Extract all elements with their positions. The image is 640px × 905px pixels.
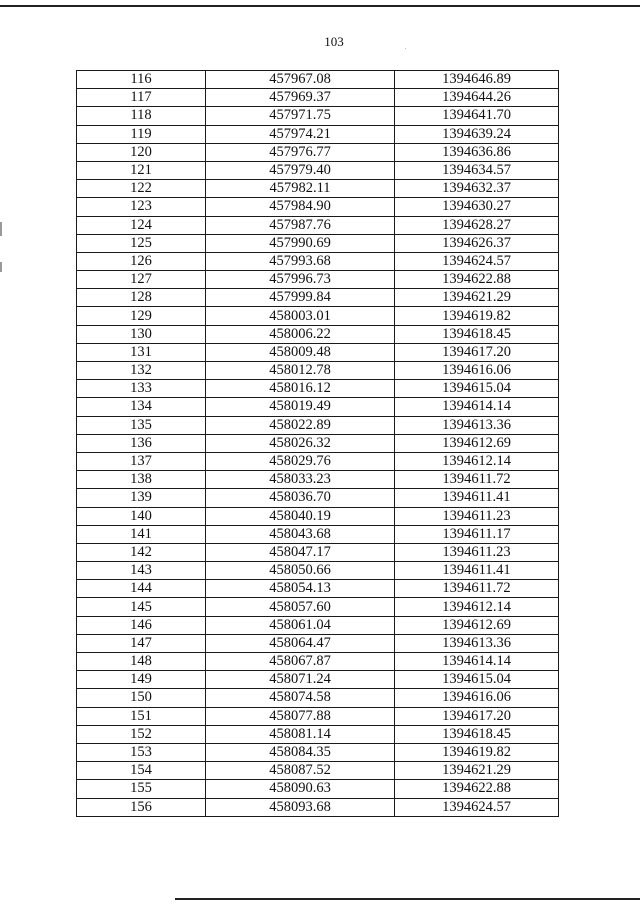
y-coordinate-cell: 1394614.14	[395, 653, 559, 671]
x-coordinate-cell: 458054.13	[206, 580, 395, 598]
point-number-cell: 127	[77, 271, 206, 289]
point-number-cell: 150	[77, 689, 206, 707]
table-row	[77, 325, 559, 343]
x-coordinate-cell: 458043.68	[206, 525, 395, 543]
x-coordinate-cell: 457974.21	[206, 125, 395, 143]
point-number-cell: 148	[77, 653, 206, 671]
point-number-cell: 136	[77, 434, 206, 452]
table-row	[77, 525, 559, 543]
point-number-cell: 118	[77, 107, 206, 125]
y-coordinate-cell: 1394611.72	[395, 580, 559, 598]
top-scan-border	[0, 5, 640, 7]
point-number-cell: 126	[77, 252, 206, 270]
x-coordinate-cell: 457971.75	[206, 107, 395, 125]
point-number-cell: 141	[77, 525, 206, 543]
x-coordinate-cell: 458026.32	[206, 434, 395, 452]
x-coordinate-cell: 458047.17	[206, 543, 395, 561]
y-coordinate-cell: 1394628.27	[395, 216, 559, 234]
y-coordinate-cell: 1394615.04	[395, 671, 559, 689]
point-number-cell: 142	[77, 543, 206, 561]
table-row	[77, 161, 559, 179]
y-coordinate-cell: 1394619.82	[395, 307, 559, 325]
point-number-cell: 121	[77, 161, 206, 179]
y-coordinate-cell: 1394617.20	[395, 343, 559, 361]
table-row	[77, 507, 559, 525]
page-number: 103	[324, 34, 344, 49]
x-coordinate-cell: 457967.08	[206, 71, 395, 89]
y-coordinate-cell: 1394612.69	[395, 434, 559, 452]
point-number-cell: 151	[77, 707, 206, 725]
point-number-cell: 154	[77, 762, 206, 780]
coordinates-table	[76, 70, 559, 817]
table-row	[77, 343, 559, 361]
table-row	[77, 416, 559, 434]
table-row	[77, 634, 559, 652]
x-coordinate-cell: 458090.63	[206, 780, 395, 798]
point-number-cell: 124	[77, 216, 206, 234]
y-coordinate-cell: 1394613.36	[395, 416, 559, 434]
y-coordinate-cell: 1394646.89	[395, 71, 559, 89]
y-coordinate-cell: 1394622.88	[395, 271, 559, 289]
coordinates-table-body	[77, 71, 559, 817]
y-coordinate-cell: 1394614.14	[395, 398, 559, 416]
y-coordinate-cell: 1394611.41	[395, 489, 559, 507]
x-coordinate-cell: 458012.78	[206, 362, 395, 380]
y-coordinate-cell: 1394612.69	[395, 616, 559, 634]
x-coordinate-cell: 458033.23	[206, 471, 395, 489]
x-coordinate-cell: 457979.40	[206, 161, 395, 179]
point-number-cell: 117	[77, 89, 206, 107]
y-coordinate-cell: 1394621.29	[395, 762, 559, 780]
y-coordinate-cell: 1394641.70	[395, 107, 559, 125]
table-row	[77, 71, 559, 89]
x-coordinate-cell: 458029.76	[206, 452, 395, 470]
table-row	[77, 780, 559, 798]
x-coordinate-cell: 457999.84	[206, 289, 395, 307]
point-number-cell: 156	[77, 798, 206, 816]
y-coordinate-cell: 1394611.41	[395, 562, 559, 580]
point-number-cell: 145	[77, 598, 206, 616]
y-coordinate-cell: 1394611.23	[395, 543, 559, 561]
table-row	[77, 762, 559, 780]
table-row	[77, 471, 559, 489]
x-coordinate-cell: 458022.89	[206, 416, 395, 434]
table-row	[77, 489, 559, 507]
x-coordinate-cell: 458093.68	[206, 798, 395, 816]
point-number-cell: 153	[77, 743, 206, 761]
point-number-cell: 125	[77, 234, 206, 252]
point-number-cell: 144	[77, 580, 206, 598]
y-coordinate-cell: 1394618.45	[395, 325, 559, 343]
point-number-cell: 135	[77, 416, 206, 434]
point-number-cell: 133	[77, 380, 206, 398]
point-number-cell: 152	[77, 725, 206, 743]
y-coordinate-cell: 1394639.24	[395, 125, 559, 143]
point-number-cell: 132	[77, 362, 206, 380]
y-coordinate-cell: 1394613.36	[395, 634, 559, 652]
x-coordinate-cell: 457996.73	[206, 271, 395, 289]
table-row	[77, 543, 559, 561]
point-number-cell: 147	[77, 634, 206, 652]
x-coordinate-cell: 458087.52	[206, 762, 395, 780]
table-row	[77, 125, 559, 143]
x-coordinate-cell: 457982.11	[206, 180, 395, 198]
y-coordinate-cell: 1394619.82	[395, 743, 559, 761]
y-coordinate-cell: 1394616.06	[395, 689, 559, 707]
point-number-cell: 149	[77, 671, 206, 689]
x-coordinate-cell: 458040.19	[206, 507, 395, 525]
scan-edge-mark	[0, 262, 2, 272]
table-row	[77, 271, 559, 289]
x-coordinate-cell: 458077.88	[206, 707, 395, 725]
y-coordinate-cell: 1394624.57	[395, 252, 559, 270]
point-number-cell: 130	[77, 325, 206, 343]
x-coordinate-cell: 458019.49	[206, 398, 395, 416]
point-number-cell: 146	[77, 616, 206, 634]
x-coordinate-cell: 458016.12	[206, 380, 395, 398]
point-number-cell: 143	[77, 562, 206, 580]
point-number-cell: 140	[77, 507, 206, 525]
table-row	[77, 743, 559, 761]
y-coordinate-cell: 1394644.26	[395, 89, 559, 107]
table-row	[77, 180, 559, 198]
y-coordinate-cell: 1394612.14	[395, 598, 559, 616]
x-coordinate-cell: 457993.68	[206, 252, 395, 270]
x-coordinate-cell: 457984.90	[206, 198, 395, 216]
table-row	[77, 616, 559, 634]
x-coordinate-cell: 458057.60	[206, 598, 395, 616]
x-coordinate-cell: 457976.77	[206, 143, 395, 161]
x-coordinate-cell: 457990.69	[206, 234, 395, 252]
table-row	[77, 653, 559, 671]
y-coordinate-cell: 1394612.14	[395, 452, 559, 470]
point-number-cell: 128	[77, 289, 206, 307]
y-coordinate-cell: 1394611.23	[395, 507, 559, 525]
y-coordinate-cell: 1394622.88	[395, 780, 559, 798]
point-number-cell: 119	[77, 125, 206, 143]
y-coordinate-cell: 1394615.04	[395, 380, 559, 398]
table-row	[77, 89, 559, 107]
table-row	[77, 598, 559, 616]
y-coordinate-cell: 1394626.37	[395, 234, 559, 252]
point-number-cell: 134	[77, 398, 206, 416]
table-row	[77, 434, 559, 452]
y-coordinate-cell: 1394617.20	[395, 707, 559, 725]
y-coordinate-cell: 1394621.29	[395, 289, 559, 307]
y-coordinate-cell: 1394616.06	[395, 362, 559, 380]
table-row	[77, 380, 559, 398]
table-row	[77, 689, 559, 707]
x-coordinate-cell: 458003.01	[206, 307, 395, 325]
x-coordinate-cell: 458071.24	[206, 671, 395, 689]
point-number-cell: 131	[77, 343, 206, 361]
y-coordinate-cell: 1394636.86	[395, 143, 559, 161]
x-coordinate-cell: 458036.70	[206, 489, 395, 507]
table-row	[77, 107, 559, 125]
table-row	[77, 562, 559, 580]
scan-edge-mark	[0, 222, 2, 236]
table-row	[77, 707, 559, 725]
table-row	[77, 398, 559, 416]
x-coordinate-cell: 458084.35	[206, 743, 395, 761]
y-coordinate-cell: 1394630.27	[395, 198, 559, 216]
point-number-cell: 129	[77, 307, 206, 325]
table-row	[77, 362, 559, 380]
point-number-cell: 138	[77, 471, 206, 489]
point-number-cell: 116	[77, 71, 206, 89]
x-coordinate-cell: 458006.22	[206, 325, 395, 343]
point-number-cell: 120	[77, 143, 206, 161]
x-coordinate-cell: 458009.48	[206, 343, 395, 361]
x-coordinate-cell: 458064.47	[206, 634, 395, 652]
table-row	[77, 198, 559, 216]
table-row	[77, 798, 559, 816]
x-coordinate-cell: 458067.87	[206, 653, 395, 671]
table-row	[77, 252, 559, 270]
point-number-cell: 123	[77, 198, 206, 216]
bottom-scan-border	[175, 898, 640, 900]
point-number-cell: 155	[77, 780, 206, 798]
point-number-cell: 122	[77, 180, 206, 198]
x-coordinate-cell: 458081.14	[206, 725, 395, 743]
point-number-cell: 137	[77, 452, 206, 470]
table-row	[77, 671, 559, 689]
y-coordinate-cell: 1394618.45	[395, 725, 559, 743]
x-coordinate-cell: 457969.37	[206, 89, 395, 107]
y-coordinate-cell: 1394611.17	[395, 525, 559, 543]
y-coordinate-cell: 1394634.57	[395, 161, 559, 179]
table-row	[77, 143, 559, 161]
y-coordinate-cell: 1394611.72	[395, 471, 559, 489]
table-row	[77, 234, 559, 252]
table-row	[77, 452, 559, 470]
y-coordinate-cell: 1394624.57	[395, 798, 559, 816]
table-row	[77, 307, 559, 325]
table-row	[77, 216, 559, 234]
x-coordinate-cell: 458074.58	[206, 689, 395, 707]
table-row	[77, 580, 559, 598]
table-row	[77, 289, 559, 307]
point-number-cell: 139	[77, 489, 206, 507]
y-coordinate-cell: 1394632.37	[395, 180, 559, 198]
x-coordinate-cell: 457987.76	[206, 216, 395, 234]
x-coordinate-cell: 458050.66	[206, 562, 395, 580]
x-coordinate-cell: 458061.04	[206, 616, 395, 634]
table-row	[77, 725, 559, 743]
